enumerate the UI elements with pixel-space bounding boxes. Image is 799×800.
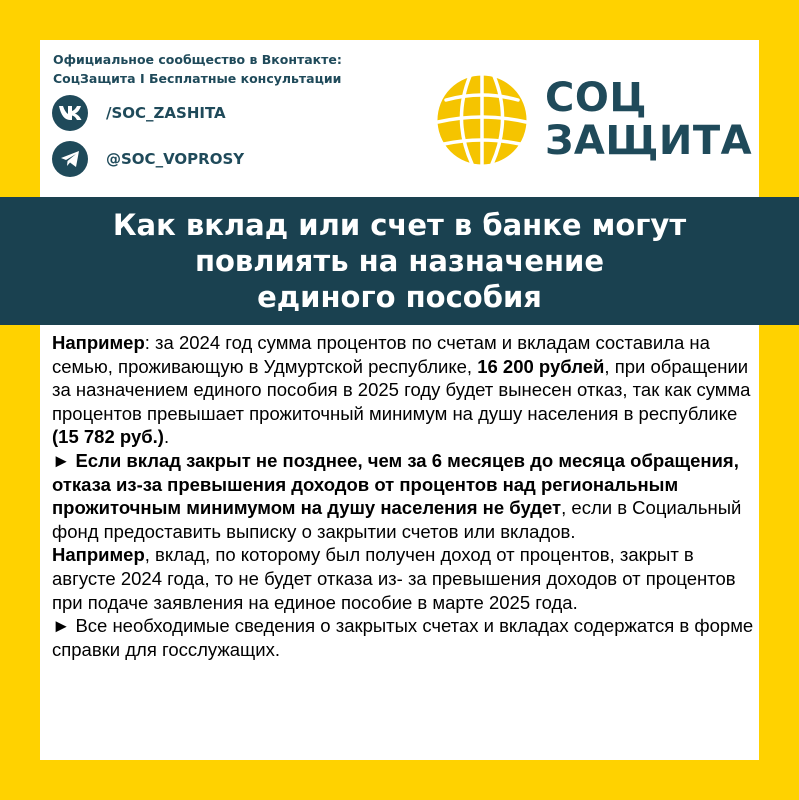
vk-icon <box>52 95 88 131</box>
telegram-icon <box>52 141 88 177</box>
intro-line-1: Официальное сообщество в Вконтакте: <box>53 52 342 67</box>
example-label: Например <box>52 332 145 353</box>
header-card <box>40 40 759 197</box>
telegram-link[interactable] <box>52 141 244 177</box>
paragraph-example-2 <box>52 543 757 614</box>
headline-line-3: единого пособия <box>257 280 542 314</box>
paragraph-condition <box>52 449 757 543</box>
intro-line-2: СоцЗащита I Бесплатные консультации <box>53 71 342 86</box>
globe-logo-icon <box>432 70 532 170</box>
headline-band <box>0 197 799 325</box>
body-text <box>52 331 757 661</box>
vk-handle: /SOC_ZASHITA <box>106 104 226 122</box>
headline <box>0 207 799 315</box>
headline-line-1: Как вклад или счет в банке могут <box>112 208 687 242</box>
vk-link[interactable] <box>52 95 226 131</box>
telegram-handle: @SOC_VOPROSY <box>106 150 245 168</box>
body-card <box>40 325 759 760</box>
p2-text: , если в Социальный фонд предоставить выписку о закрытии счетов или вкладов. <box>52 497 742 542</box>
p1-text-1: : за 2024 год сумма процентов по счетам и вкладам составила на семью, проживающую в Удмуртской республике, <box>52 332 710 377</box>
p1-text-2: , при обращении за назначением единого пособия в 2025 году будет вынесен отказ, так как сумма процентов превышает прожиточный минимум на душу населения в республике <box>52 355 751 424</box>
logo-line-1: СОЦ <box>545 75 647 121</box>
paragraph-example-1 <box>52 331 757 449</box>
amount-value: 16 200 рублей <box>477 355 605 377</box>
example-label-2: Например <box>52 544 145 566</box>
community-intro <box>53 50 342 88</box>
p1-text-3: . <box>163 426 170 448</box>
paragraph-note: ► Все необходимые сведения о закрытых счетах и вкладах содержатся в форме справки для госслужащих. <box>52 615 754 660</box>
condition-bold: Если вклад закрыт не позднее, чем за 6 месяцев до месяца обращения, отказа из-за превышения доходов от процентов над региональным прожиточным минимумом на душу населения не будет <box>52 449 739 519</box>
logo-line-2: ЗАЩИТА <box>545 118 753 164</box>
minimum-value: (15 782 руб.) <box>52 426 164 448</box>
brand-logo-text <box>545 77 752 163</box>
bullet-icon: ► <box>52 449 76 471</box>
headline-line-2: повлиять на назначение <box>194 244 605 278</box>
p3-text: , вклад, по которому был получен доход от процентов, закрыт в августе 2024 года, то не будет отказа из- за превышения доходов от процентов при подаче заявления на единое пособие в марте 2025 года. <box>52 544 736 613</box>
